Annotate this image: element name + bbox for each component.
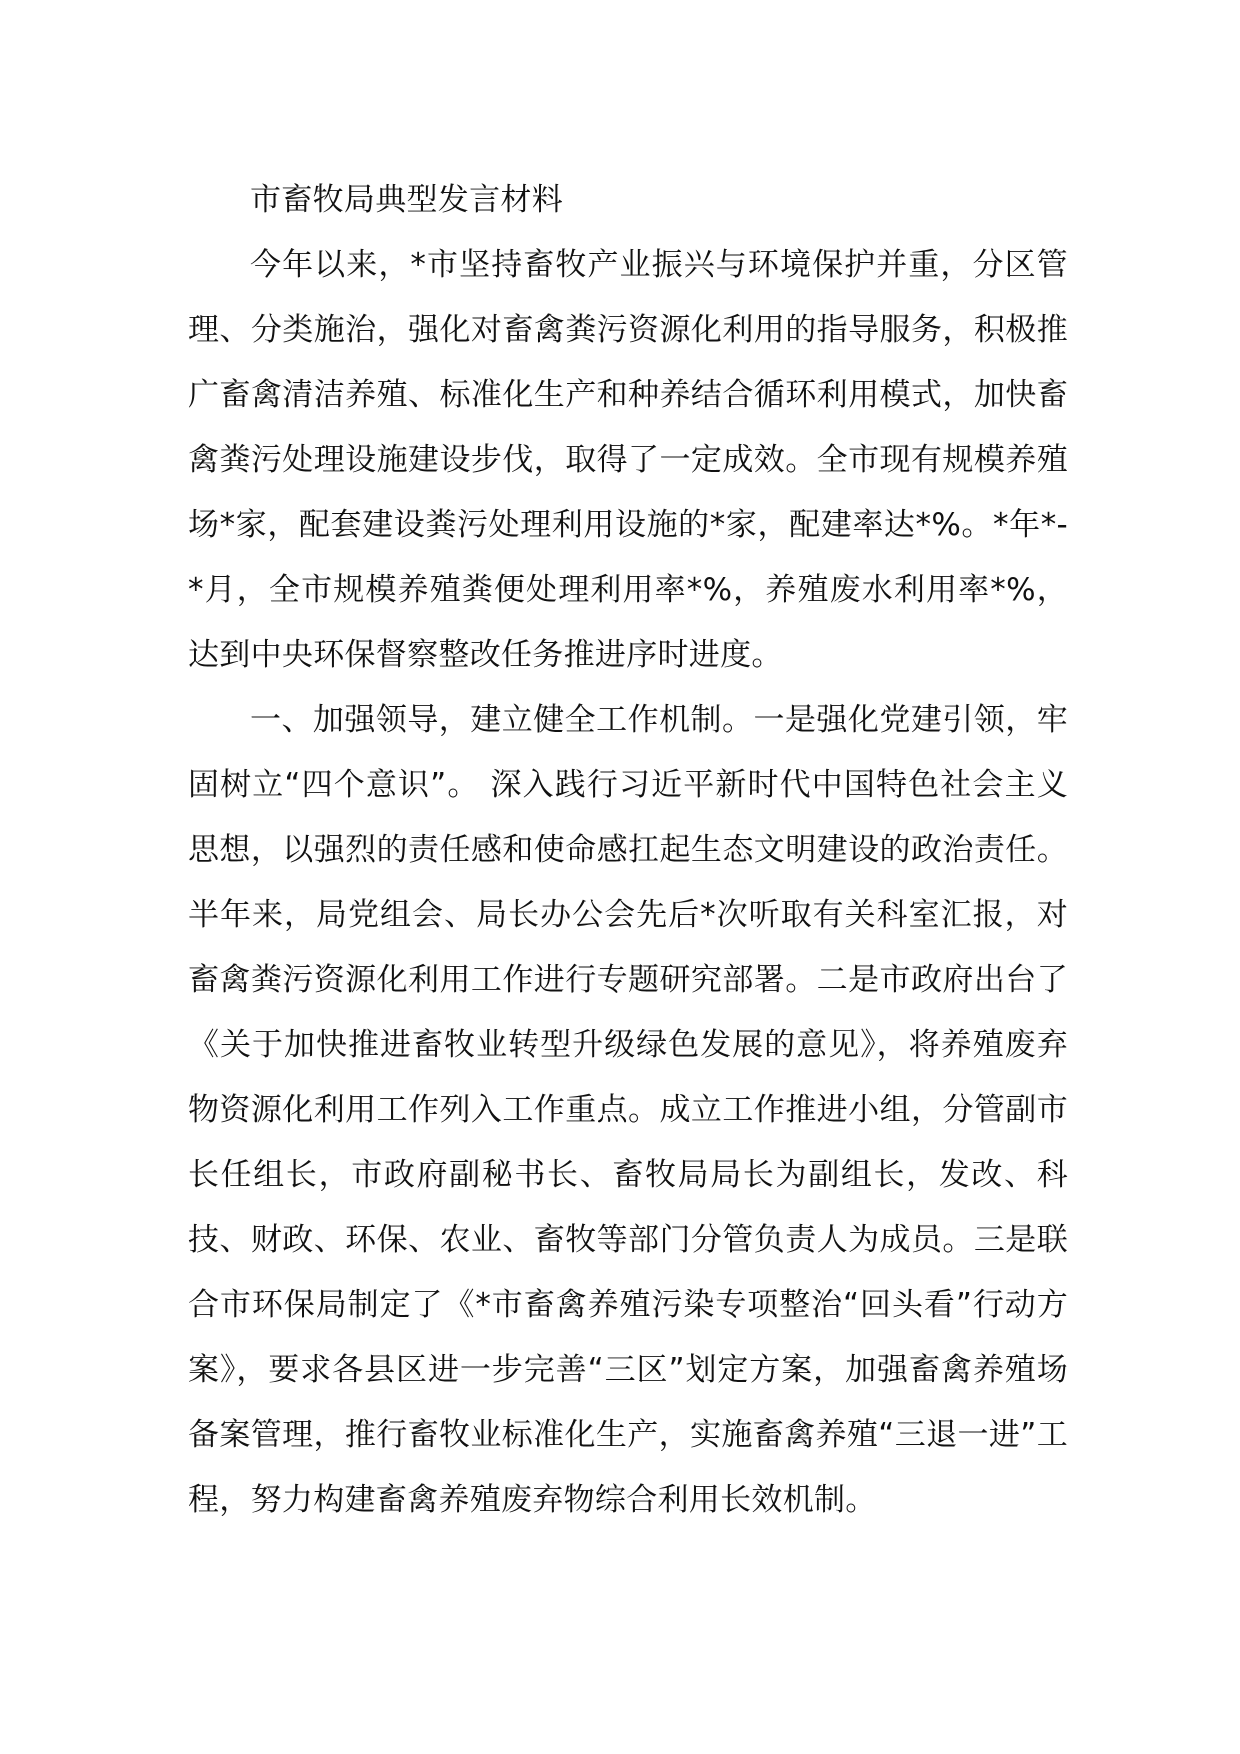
paragraph-intro: 今年以来，*市坚持畜牧产业振兴与环境保护并重，分区管理、分类施治，强化对畜禽粪污资源化利用的指导服务，积极推广畜禽清洁养殖、标准化生产和种养结合循环利用模式，加快畜禽粪污处理设施建设步伐，取得了一定成效。全市现有规模养殖场*家，配套建设粪污处理利用设施的*家，配建率达*%。*年*-*月，全市规模养殖粪便处理利用率*%，养殖废水利用率*%，达到中央环保督察整改任务推进序时进度。 bbox=[188, 247, 1068, 673]
paragraph-section-one: 一、加强领导，建立健全工作机制。一是强化党建引领，牢固树立“四个意识”。 深入践行习近平新时代中国特色社会主义思想，以强烈的责任感和使命感扛起生态文明建设的政治责任。半年来，局党组会、局长办公会先后*次听取有关科室汇报，对畜禽粪污资源化利用工作进行专题研究部署。二是市政府出台了《关于加快推进畜牧业转型升级绿色发展的意见》，将养殖废弃物资源化利用工作列入工作重点。成立工作推进小组，分管副市长任组长，市政府副秘书长、畜牧局局长为副组长，发改、科技、财政、环保、农业、畜牧等部门分管负责人为成员。三是联合市环保局制定了《*市畜禽养殖污染专项整治“回头看”行动方案》，要求各县区进一步完善“三区”划定方案，加强畜禽养殖场备案管理，推行畜牧业标准化生产，实施畜禽养殖“三退一进”工程，努力构建畜禽养殖废弃物综合利用长效机制。 bbox=[188, 702, 1068, 1518]
document-body bbox=[188, 168, 1068, 1533]
document-title: 市畜牧局典型发言材料 bbox=[250, 182, 563, 218]
